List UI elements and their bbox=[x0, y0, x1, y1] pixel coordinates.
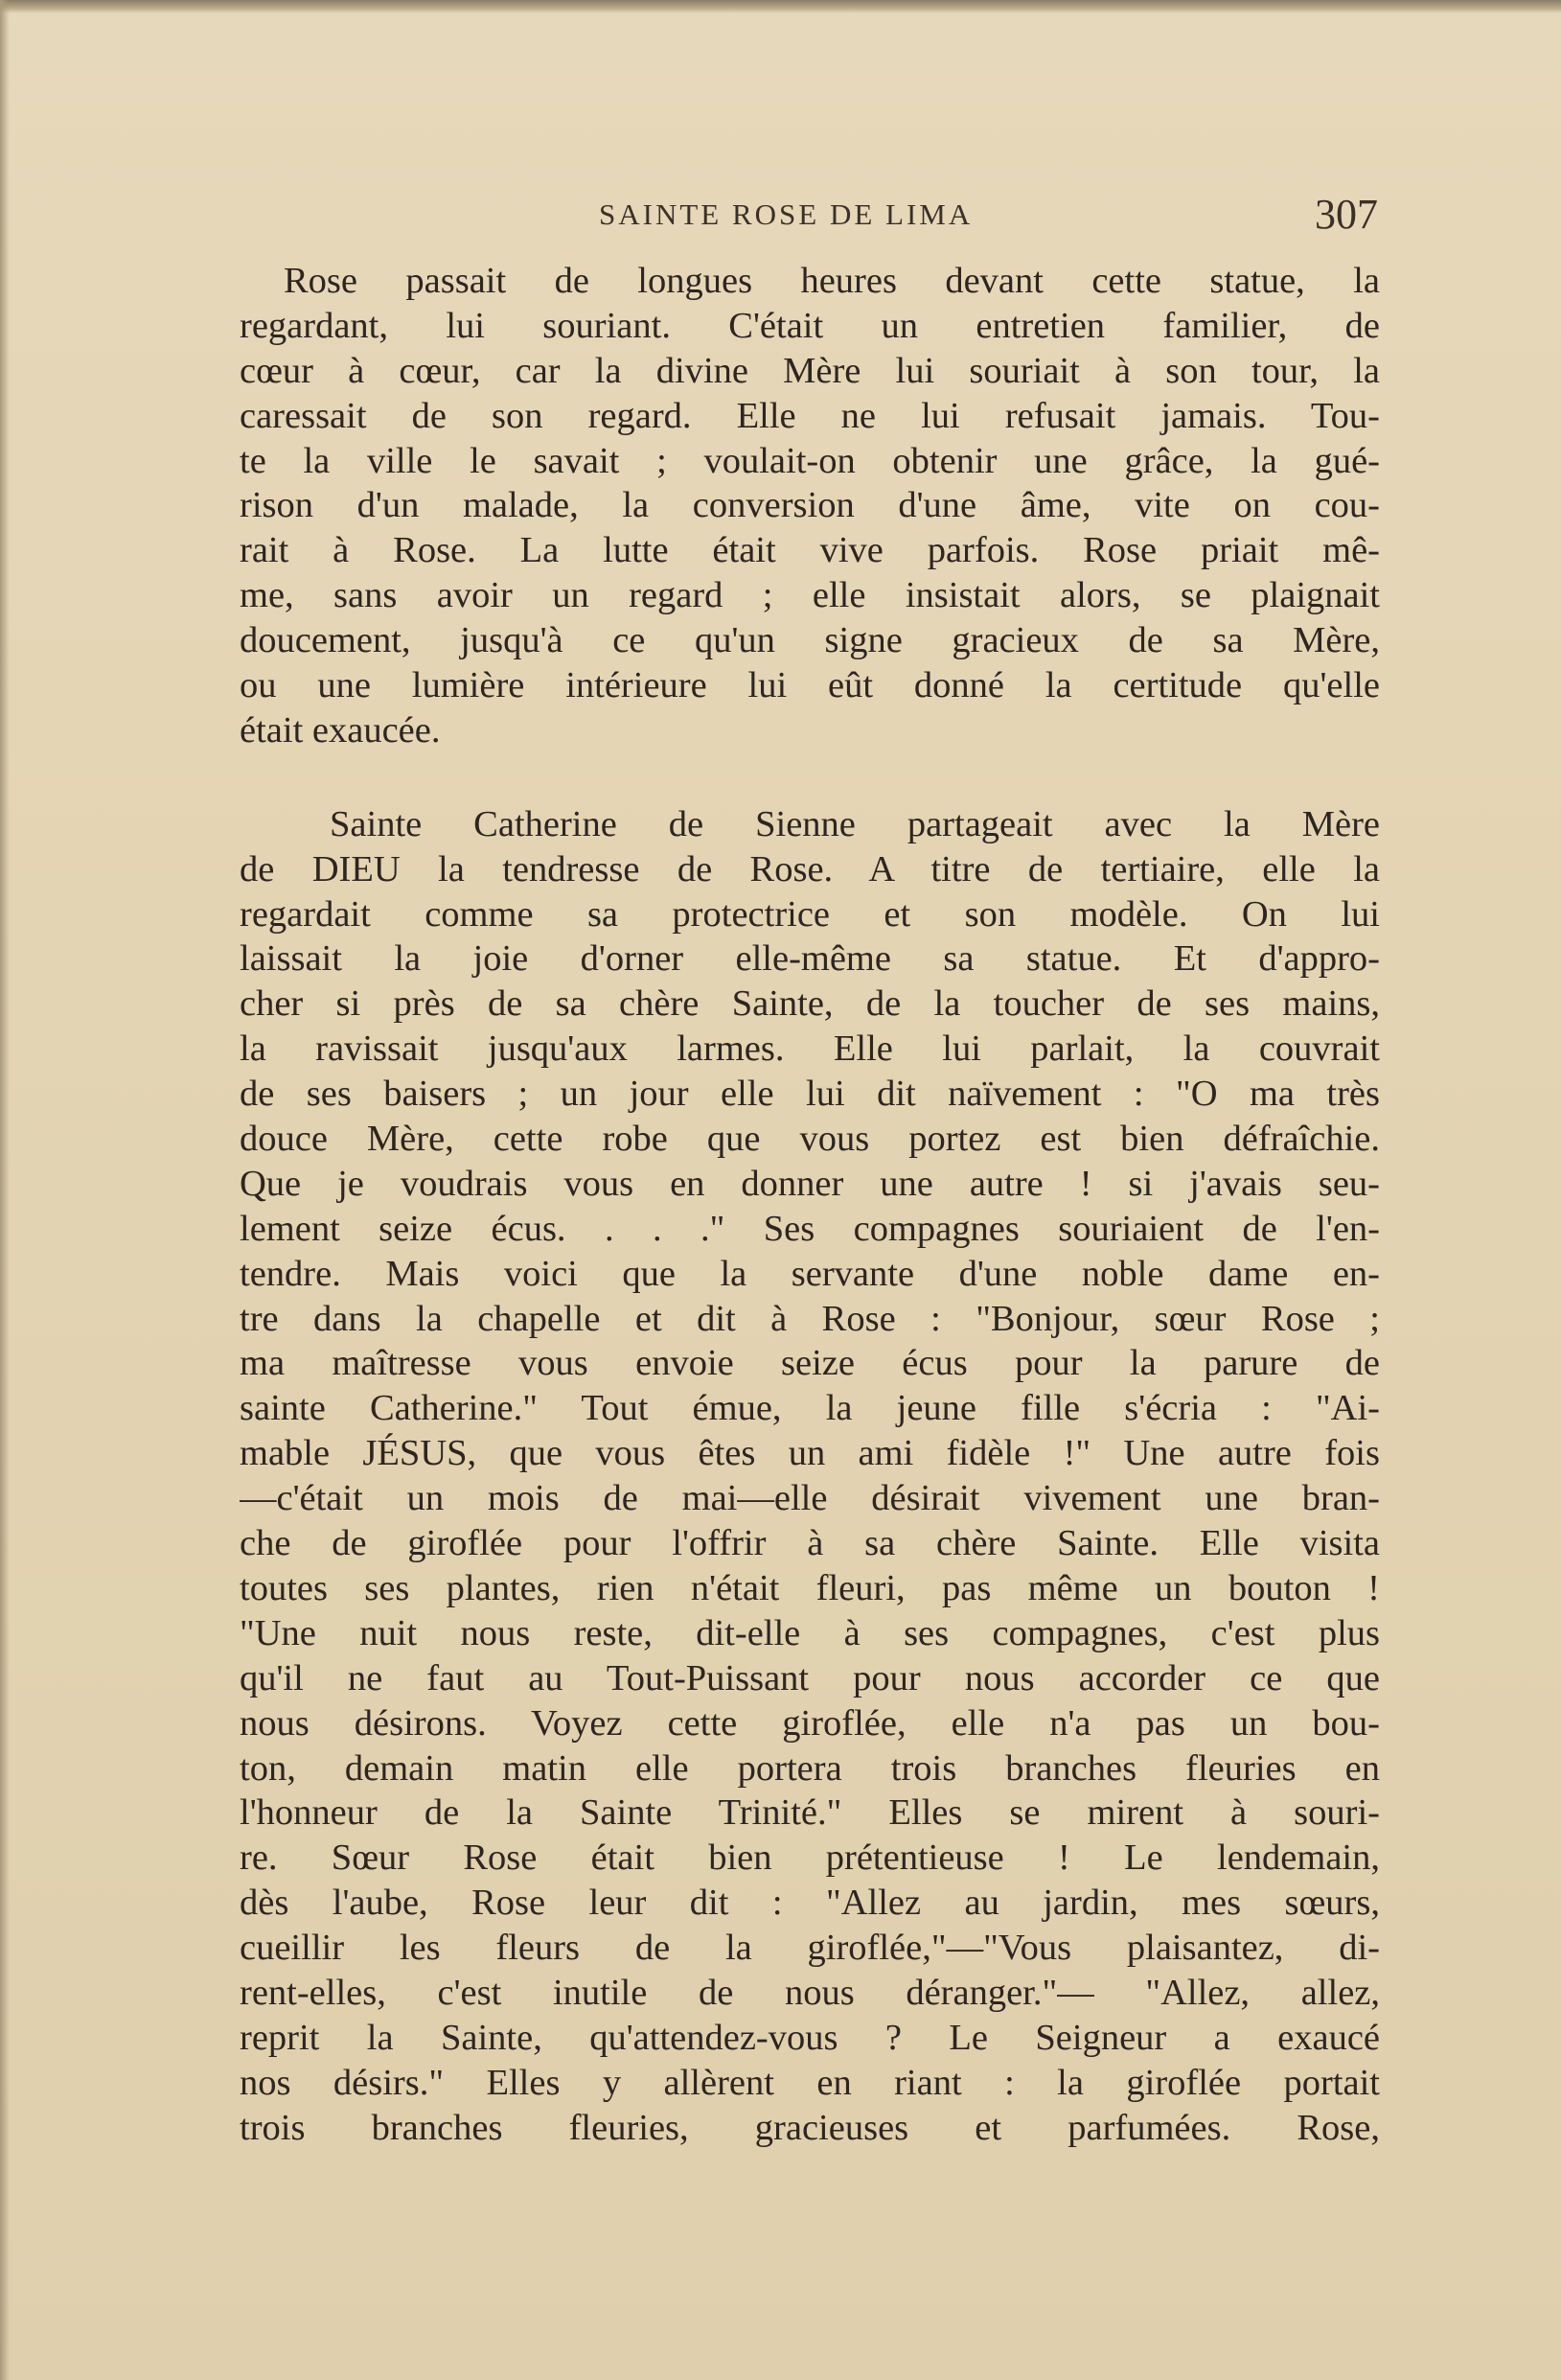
text-line: rison d'un malade, la conversion d'une âme, vite on cou- bbox=[240, 485, 1380, 526]
text-line: re. Sœur Rose était bien prétentieuse ! Le lendemain, bbox=[240, 1837, 1380, 1879]
text-line: me, sans avoir un regard ; elle insistait alors, se plaignait bbox=[240, 575, 1380, 616]
text-line: cueillir les fleurs de la giroflée,"—"Vous plaisantez, di- bbox=[240, 1928, 1380, 1969]
text-line: Rose passait de longues heures devant cette statue, la bbox=[284, 261, 1380, 301]
text-line: ton, demain matin elle portera trois branches fleuries en bbox=[240, 1747, 1380, 1789]
text-line: la ravissait jusqu'aux larmes. Elle lui parlait, la couvrait bbox=[240, 1028, 1380, 1070]
text-line: lement seize écus. . . ." Ses compagnes souriaient de l'en- bbox=[240, 1208, 1380, 1249]
text-line: était exaucée. bbox=[240, 709, 441, 751]
text-line: ou une lumière intérieure lui eût donné la certitude qu'elle bbox=[240, 665, 1380, 706]
text-line: de DIEU la tendresse de Rose. A titre de tertiaire, elle la bbox=[240, 848, 1380, 890]
text-line: tendre. Mais voici que la servante d'une noble dame en- bbox=[240, 1253, 1380, 1294]
text-line: nous désirons. Voyez cette giroflée, elle n'a pas un bou- bbox=[240, 1702, 1380, 1744]
text-line: reprit la Sainte, qu'attendez-vous ? Le Seigneur a exaucé bbox=[240, 2017, 1380, 2058]
page-number: 307 bbox=[1315, 191, 1378, 238]
page-top-edge bbox=[0, 0, 1561, 13]
text-line: nos désirs." Elles y allèrent en riant : la giroflée portait bbox=[240, 2062, 1380, 2103]
text-line: cœur à cœur, car la divine Mère lui souriait à son tour, la bbox=[240, 350, 1380, 391]
paragraph-1 bbox=[240, 259, 1380, 753]
text-line: mable JÉSUS, que vous êtes un ami fidèle !" Une autre fois bbox=[240, 1433, 1380, 1474]
text-line: cher si près de sa chère Sainte, de la toucher de ses mains, bbox=[240, 983, 1380, 1025]
text-line: che de giroflée pour l'offrir à sa chère Sainte. Elle visita bbox=[240, 1523, 1380, 1564]
text-line: rent-elles, c'est inutile de nous déranger."— "Allez, allez, bbox=[240, 1972, 1380, 2013]
paragraph-2 bbox=[240, 802, 1380, 2151]
running-title: SAINTE ROSE DE LIMA bbox=[599, 197, 974, 231]
text-line: trois branches fleuries, gracieuses et parfumées. Rose, bbox=[240, 2107, 1380, 2148]
text-line: caressait de son regard. Elle ne lui refusait jamais. Tou- bbox=[240, 395, 1380, 436]
text-line: te la ville le savait ; voulait-on obtenir une grâce, la gué- bbox=[240, 440, 1380, 481]
text-line: sainte Catherine." Tout émue, la jeune fille s'écria : "Ai- bbox=[240, 1388, 1380, 1429]
body-text bbox=[240, 259, 1380, 2151]
text-line: "Une nuit nous reste, dit-elle à ses compagnes, c'est plus bbox=[240, 1612, 1380, 1653]
text-line: doucement, jusqu'à ce qu'un signe gracieux de sa Mère, bbox=[240, 620, 1380, 661]
text-line: douce Mère, cette robe que vous portez est bien défraîchie. bbox=[240, 1119, 1380, 1160]
text-line: de ses baisers ; un jour elle lui dit naïvement : "O ma très bbox=[240, 1074, 1380, 1115]
running-head bbox=[240, 190, 1380, 247]
text-line: rait à Rose. La lutte était vive parfois. Rose priait mê- bbox=[240, 530, 1380, 571]
text-line: —c'était un mois de mai—elle désirait vivement une bran- bbox=[240, 1478, 1380, 1519]
text-line: Sainte Catherine de Sienne partageait avec la Mère bbox=[330, 803, 1380, 844]
text-line: dès l'aube, Rose leur dit : "Allez au jardin, mes sœurs, bbox=[240, 1883, 1380, 1924]
text-line: tre dans la chapelle et dit à Rose : "Bonjour, sœur Rose ; bbox=[240, 1298, 1380, 1339]
text-line: Que je voudrais vous en donner une autre ! si j'avais seu- bbox=[240, 1163, 1380, 1204]
text-line: ma maîtresse vous envoie seize écus pour la parure de bbox=[240, 1343, 1380, 1384]
page-gutter-shadow bbox=[0, 0, 10, 2380]
text-line: qu'il ne faut au Tout-Puissant pour nous accorder ce que bbox=[240, 1657, 1380, 1698]
text-line: regardait comme sa protectrice et son modèle. On lui bbox=[240, 893, 1380, 935]
text-line: toutes ses plantes, rien n'était fleuri, pas même un bouton ! bbox=[240, 1567, 1380, 1608]
paragraph-gap bbox=[240, 753, 1380, 802]
text-line: l'honneur de la Sainte Trinité." Elles se mirent à souri- bbox=[240, 1792, 1380, 1834]
text-line: laissait la joie d'orner elle-même sa statue. Et d'appro- bbox=[240, 938, 1380, 980]
text-line: regardant, lui souriant. C'était un entretien familier, de bbox=[240, 305, 1380, 346]
